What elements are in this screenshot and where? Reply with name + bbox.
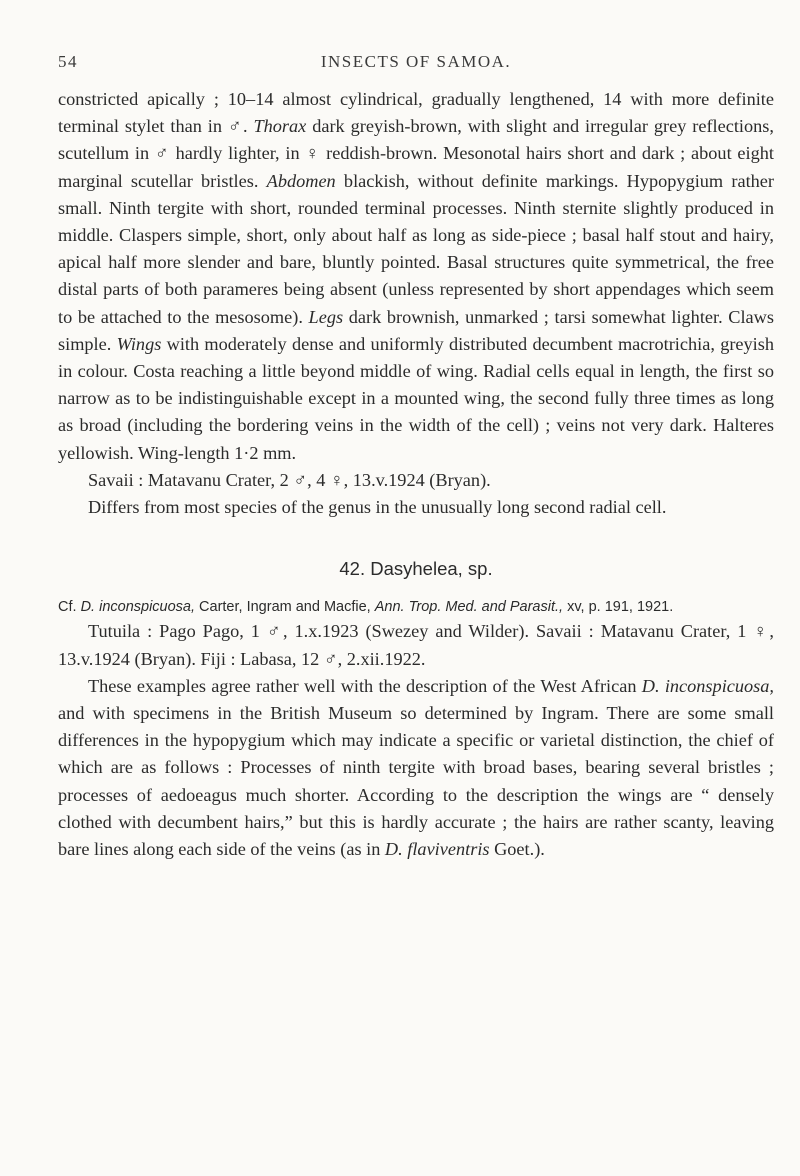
- paragraph-remark: Differs from most species of the genus in the unusually long second radial cell.: [88, 497, 667, 518]
- legs-label: Legs: [308, 306, 344, 327]
- section-heading: 42. Dasyhelea, sp.: [339, 558, 493, 580]
- text-run: These examples agree rather well with the description of the West African: [88, 675, 642, 696]
- text-run: blackish, without definite markings. Hypopygium rather small. Ninth tergite with short, rounded terminal processes. Ninth sternite slightly produced in middle. Claspers simple, short, only about half as long as side-piece ; basal half stout and hairy, apical half more slender and bare, bluntly pointed. Basal structures quite symmetrical, the free distal parts of both parameres being absent (unless represented by short appendages which seem to be attached to the mesosome).: [58, 170, 774, 327]
- text-run: Goet.).: [489, 839, 545, 860]
- paragraph-locality: Savaii : Matavanu Crater, 2 ♂, 4 ♀, 13.v.1924 (Bryan).: [88, 469, 491, 490]
- running-title: INSECTS OF SAMOA.: [320, 52, 512, 71]
- text-run: xv, p. 191, 1921.: [563, 599, 674, 616]
- running-header: [58, 52, 774, 86]
- page: [58, 52, 774, 863]
- paragraph-discussion: [58, 673, 774, 863]
- text-run: dark greyish-brown, with slight and irregular grey reflections, scutellum in ♂ hardly lighter, in ♀ reddish-brown. Mesonotal hairs short and dark ; about eight marginal scutellar bristles.: [58, 116, 774, 191]
- journal-name: Ann. Trop. Med. and Parasit.,: [374, 599, 564, 616]
- paragraph-records: Tutuila : Pago Pago, 1 ♂, 1.x.1923 (Swezey and Wilder). Savaii : Matavanu Crater, 1 ♀, 13.v.1924 (Bryan). Fiji : Labasa, 12 ♂, 2.xii.1922.: [58, 621, 774, 669]
- text-run: constricted apically ; 10–14 almost cylindrical, gradually lengthened, 14 with more definite terminal stylet than in ♂.: [58, 89, 774, 137]
- text-run: Cf.: [58, 599, 81, 616]
- text-run: Carter, Ingram and Macfie,: [195, 599, 375, 616]
- species-name: D. inconspicuosa,: [80, 599, 196, 616]
- text-run: with moderately dense and uniformly distributed decumbent macrotrichia, greyish in colour. Costa reaching a little beyond middle of wing. Radial cells equal in length, the first so narrow as to be indistinguishable except in a mounted wing, the second fully three times as long as broad (including the bordering veins in the width of the cell) ; veins not very dark. Halteres yellowish. Wing-length 1·2 mm.: [58, 333, 775, 463]
- text-run: dark brownish, unmarked ; tarsi somewhat lighter. Claws simple.: [58, 306, 774, 354]
- paragraph-description: [58, 86, 774, 467]
- wings-label: Wings: [116, 333, 162, 354]
- species-name: D. inconspicuosa,: [641, 675, 774, 696]
- reference-line: [58, 596, 774, 618]
- text-run: and with specimens in the British Museum so determined by Ingram. There are some small differences in the hypopygium which may indicate a specific or varietal distinction, the chief of which are as follows : Processes of ninth tergite with broad bases, bearing several bristles ; processes of aedoeagus much shorter. According to the description the wings are “ densely clothed with decumbent hairs,” but this is hardly accurate ; the hairs are rather scanty, leaving bare lines along each side of the veins (as in: [58, 703, 774, 860]
- thorax-label: Thorax: [253, 116, 307, 137]
- abdomen-label: Abdomen: [266, 170, 336, 191]
- page-number: 54: [58, 52, 78, 71]
- species-name: D. flaviventris: [384, 839, 490, 860]
- body-text: [58, 86, 774, 863]
